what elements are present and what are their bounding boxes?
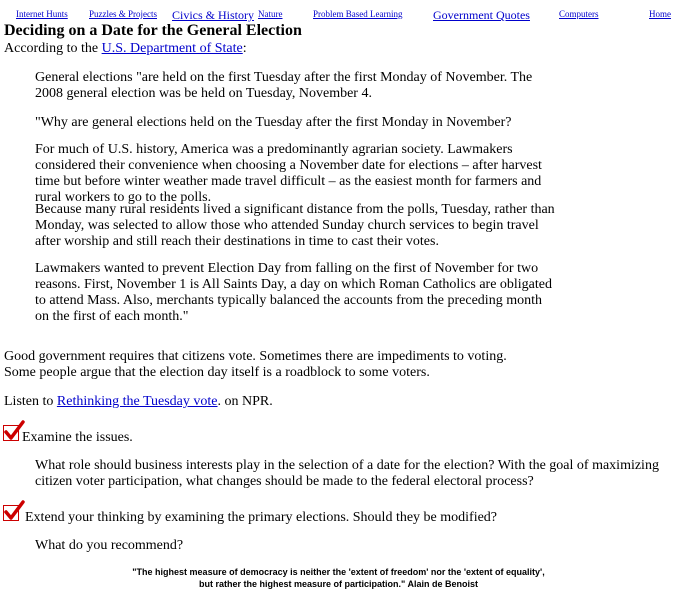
task-1-detail: What role should business interests play in the selection of a date for the election? With the goal of maximizing citizen voter participation, what changes should be made to the federal electoral process? <box>35 458 659 489</box>
nav-puzzles-projects-link[interactable]: Puzzles & Projects <box>89 9 157 19</box>
intro-prefix: According to the <box>4 41 102 56</box>
rethinking-tuesday-vote-link[interactable]: Rethinking the Tuesday vote <box>56 394 218 409</box>
footer-quote-line-1: "The highest measure of democracy is neither the 'extent of freedom' nor the 'extent of equality', <box>132 567 545 577</box>
page-title: Deciding on a Date for the General Election <box>4 22 302 39</box>
checkmark-icon <box>3 505 19 521</box>
quote-paragraph-5: Lawmakers wanted to prevent Election Day from falling on the first of November for two reasons. First, November 1 is All Saints Day, a day on which Roman Catholics are obligated to attend Mass. Also, merchants typically balanced the accounts from the preceding month on the first of each month." <box>35 261 553 324</box>
quote-paragraph-3: For much of U.S. history, America was a predominantly agrarian society. Lawmakers considered their convenience when choosing a November date for elections – after harvest time but before winter weather made travel difficult – as the easiest month for farmers and rural workers to go to the polls. <box>35 142 542 205</box>
nav-government-quotes-link[interactable]: Government Quotes <box>433 8 530 22</box>
nav-problem-based-learning-link[interactable]: Problem Based Learning <box>313 9 403 19</box>
listen-line <box>4 394 273 410</box>
quote-paragraph-2: "Why are general elections held on the Tuesday after the first Monday in November? <box>35 115 512 130</box>
task-2-detail: What do you recommend? <box>35 538 184 553</box>
top-navigation <box>0 9 677 23</box>
nav-internet-hunts-link[interactable]: Internet Hunts <box>16 9 68 19</box>
voting-text-line-1: Good government requires that citizens vote. Sometimes there are impediments to voting. <box>4 349 507 364</box>
nav-home-link[interactable]: Home <box>649 9 671 19</box>
nav-nature-link[interactable]: Nature <box>258 9 283 19</box>
intro-line <box>4 41 247 57</box>
nav-civics-history-link[interactable]: Civics & History <box>172 8 255 22</box>
task-2-label: Extend your thinking by examining the primary elections. Should they be modified? <box>25 510 498 525</box>
intro-suffix: : <box>242 41 247 56</box>
listen-suffix: . on NPR. <box>217 394 273 409</box>
quote-paragraph-1: General elections "are held on the first Tuesday after the first Monday of November. The 2008 general election was be held on Tuesday, November 4. <box>35 70 533 101</box>
task-1-label: Examine the issues. <box>22 430 133 445</box>
checkmark-icon <box>3 425 19 441</box>
voting-text-line-2: Some people argue that the election day itself is a roadblock to some voters. <box>4 365 430 380</box>
listen-prefix: Listen to <box>4 394 57 409</box>
quote-paragraph-4: Because many rural residents lived a significant distance from the polls, Tuesday, rather than Monday, was selected to allow those who attended Sunday church services to begin travel after worship and still reach their destinations in time to cast their votes. <box>35 202 555 249</box>
state-department-link[interactable]: U.S. Department of State <box>101 41 243 56</box>
nav-computers-link[interactable]: Computers <box>559 9 599 19</box>
footer-quote-line-2: but rather the highest measure of participation." Alain de Benoist <box>199 579 478 589</box>
